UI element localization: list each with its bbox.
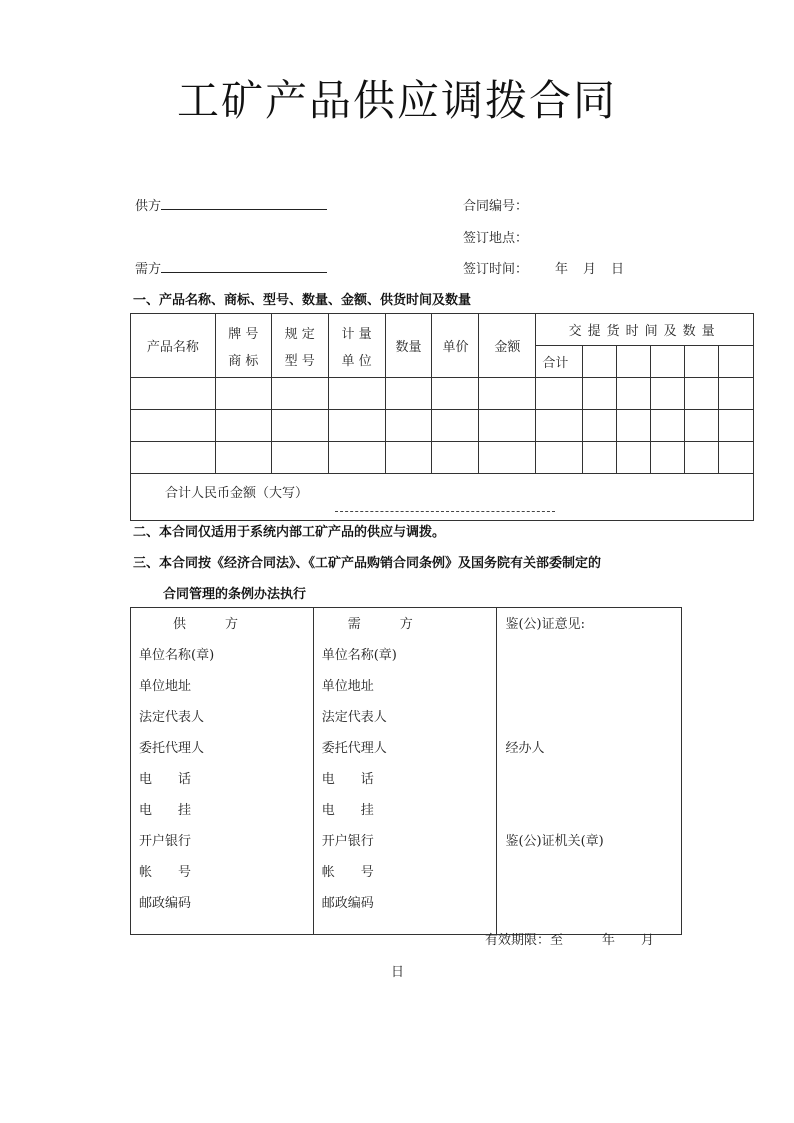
total-rmb-label: 合计人民币金额（大写） <box>165 486 309 501</box>
cell[interactable] <box>685 442 719 474</box>
cell[interactable] <box>651 378 685 410</box>
cell[interactable] <box>479 410 536 442</box>
header-spec <box>271 314 328 378</box>
notary-office-label: 鉴(公)证机关(章) <box>505 834 604 849</box>
cell[interactable] <box>432 410 479 442</box>
header-spec-line2: 型 号 <box>284 353 315 369</box>
section-2-text: 二、本合同仅适用于系统内部工矿产品的供应与调拨。 <box>133 525 446 540</box>
cell[interactable] <box>536 442 583 474</box>
section-1-heading: 一、产品名称、商标、型号、数量、金额、供货时间及数量 <box>133 293 472 308</box>
header-unit-line1: 计 量 <box>341 326 372 342</box>
cell[interactable] <box>617 346 651 378</box>
cell[interactable] <box>617 410 651 442</box>
cell[interactable] <box>583 410 617 442</box>
supplier-field-item[interactable]: 电 话 <box>139 772 192 787</box>
supplier-field-item[interactable]: 电 挂 <box>139 803 192 818</box>
cell[interactable] <box>536 410 583 442</box>
buyer-input-line[interactable] <box>161 260 327 273</box>
cell[interactable] <box>215 442 271 474</box>
cell[interactable] <box>385 442 432 474</box>
header-brand <box>215 314 271 378</box>
cell[interactable] <box>479 378 536 410</box>
cell[interactable] <box>583 442 617 474</box>
cell[interactable] <box>685 410 719 442</box>
header-brand-line1: 牌 号 <box>228 326 259 342</box>
cell[interactable] <box>432 442 479 474</box>
cell[interactable] <box>718 410 753 442</box>
cell[interactable] <box>685 378 719 410</box>
section-3-text-line2: 合同管理的条例办法执行 <box>163 587 307 602</box>
supplier-field-item[interactable]: 单位地址 <box>139 679 192 694</box>
buyer-field-item[interactable]: 电 挂 <box>321 803 374 818</box>
cell[interactable] <box>385 378 432 410</box>
table-row <box>131 410 754 442</box>
notary-column <box>497 608 682 935</box>
supplier-field <box>135 195 327 214</box>
total-rmb-input-line[interactable] <box>335 511 555 512</box>
cell[interactable] <box>718 378 753 410</box>
cell[interactable] <box>479 442 536 474</box>
buyer-field-item[interactable]: 电 话 <box>321 772 374 787</box>
parties-table <box>130 607 682 935</box>
cell[interactable] <box>651 410 685 442</box>
buyer-field-item[interactable]: 帐 号 <box>321 865 374 880</box>
supplier-field-item[interactable]: 邮政编码 <box>139 896 192 911</box>
cell[interactable] <box>215 378 271 410</box>
handler-label: 经办人 <box>505 741 545 756</box>
cell[interactable] <box>718 442 753 474</box>
month-label: 月 <box>583 262 597 277</box>
cell[interactable] <box>617 378 651 410</box>
section-3-text-line1: 三、本合同按《经济合同法》、《工矿产品购销合同条例》及国务院有关部委制定的 <box>133 556 602 571</box>
product-table <box>130 313 754 521</box>
cell[interactable] <box>718 346 753 378</box>
header-product-name: 产品名称 <box>131 314 216 378</box>
cell[interactable] <box>328 378 385 410</box>
header-unit-price: 单价 <box>432 314 479 378</box>
cell[interactable] <box>385 410 432 442</box>
supplier-field-item[interactable]: 开户银行 <box>139 834 192 849</box>
cell[interactable] <box>583 346 617 378</box>
buyer-field-item[interactable]: 委托代理人 <box>321 741 387 756</box>
supplier-column <box>131 608 314 935</box>
header-unit <box>328 314 385 378</box>
header-amount: 金额 <box>479 314 536 378</box>
buyer-field-item[interactable]: 单位地址 <box>321 679 374 694</box>
cell[interactable] <box>536 378 583 410</box>
contract-no-label: 合同编号： <box>463 199 529 214</box>
cell[interactable] <box>271 378 328 410</box>
cell[interactable] <box>131 378 216 410</box>
supplier-field-item[interactable]: 单位名称(章) <box>139 648 215 663</box>
cell[interactable] <box>617 442 651 474</box>
cell[interactable] <box>271 442 328 474</box>
cell[interactable] <box>215 410 271 442</box>
buyer-heading: 需 方 <box>347 617 413 632</box>
table-row <box>131 378 754 410</box>
validity-day: 日 <box>391 965 405 980</box>
header-brand-line2: 商 标 <box>228 353 259 369</box>
year-label: 年 <box>555 262 569 277</box>
supplier-field-item[interactable]: 委托代理人 <box>139 741 205 756</box>
buyer-column <box>313 608 497 935</box>
buyer-field-item[interactable]: 法定代表人 <box>321 710 387 725</box>
validity-text: 有效期限：至 年 月 <box>485 933 655 948</box>
header-quantity: 数量 <box>385 314 432 378</box>
supplier-label: 供方 <box>135 199 162 214</box>
cell[interactable] <box>328 410 385 442</box>
total-rmb-row <box>131 474 754 521</box>
sign-time-label: 签订时间： <box>463 262 529 277</box>
cell[interactable] <box>328 442 385 474</box>
header-total: 合计 <box>536 346 583 378</box>
header-unit-line2: 单 位 <box>341 353 372 369</box>
supplier-field-item[interactable]: 帐 号 <box>139 865 192 880</box>
supplier-field-item[interactable]: 法定代表人 <box>139 710 205 725</box>
cell[interactable] <box>271 410 328 442</box>
buyer-label: 需方 <box>135 262 162 277</box>
page-title: 工矿产品供应调拨合同 <box>176 76 617 125</box>
table-row <box>131 442 754 474</box>
header-spec-line1: 规 定 <box>284 326 315 342</box>
cell[interactable] <box>583 378 617 410</box>
day-label: 日 <box>611 262 625 277</box>
cell[interactable] <box>651 346 685 378</box>
buyer-field <box>135 258 327 277</box>
cell[interactable] <box>131 410 216 442</box>
cell[interactable] <box>651 442 685 474</box>
buyer-field-item[interactable]: 开户银行 <box>321 834 374 849</box>
cell[interactable] <box>685 346 719 378</box>
sign-place-label: 签订地点： <box>463 231 529 246</box>
notary-opinion-label: 鉴(公)证意见: <box>505 617 585 632</box>
supplier-heading: 供 方 <box>173 617 239 632</box>
cell[interactable] <box>131 442 216 474</box>
cell[interactable] <box>432 378 479 410</box>
buyer-field-item[interactable]: 单位名称(章) <box>321 648 397 663</box>
buyer-field-item[interactable]: 邮政编码 <box>321 896 374 911</box>
header-delivery: 交提货时间及数量 <box>536 314 754 346</box>
supplier-input-line[interactable] <box>161 197 327 210</box>
